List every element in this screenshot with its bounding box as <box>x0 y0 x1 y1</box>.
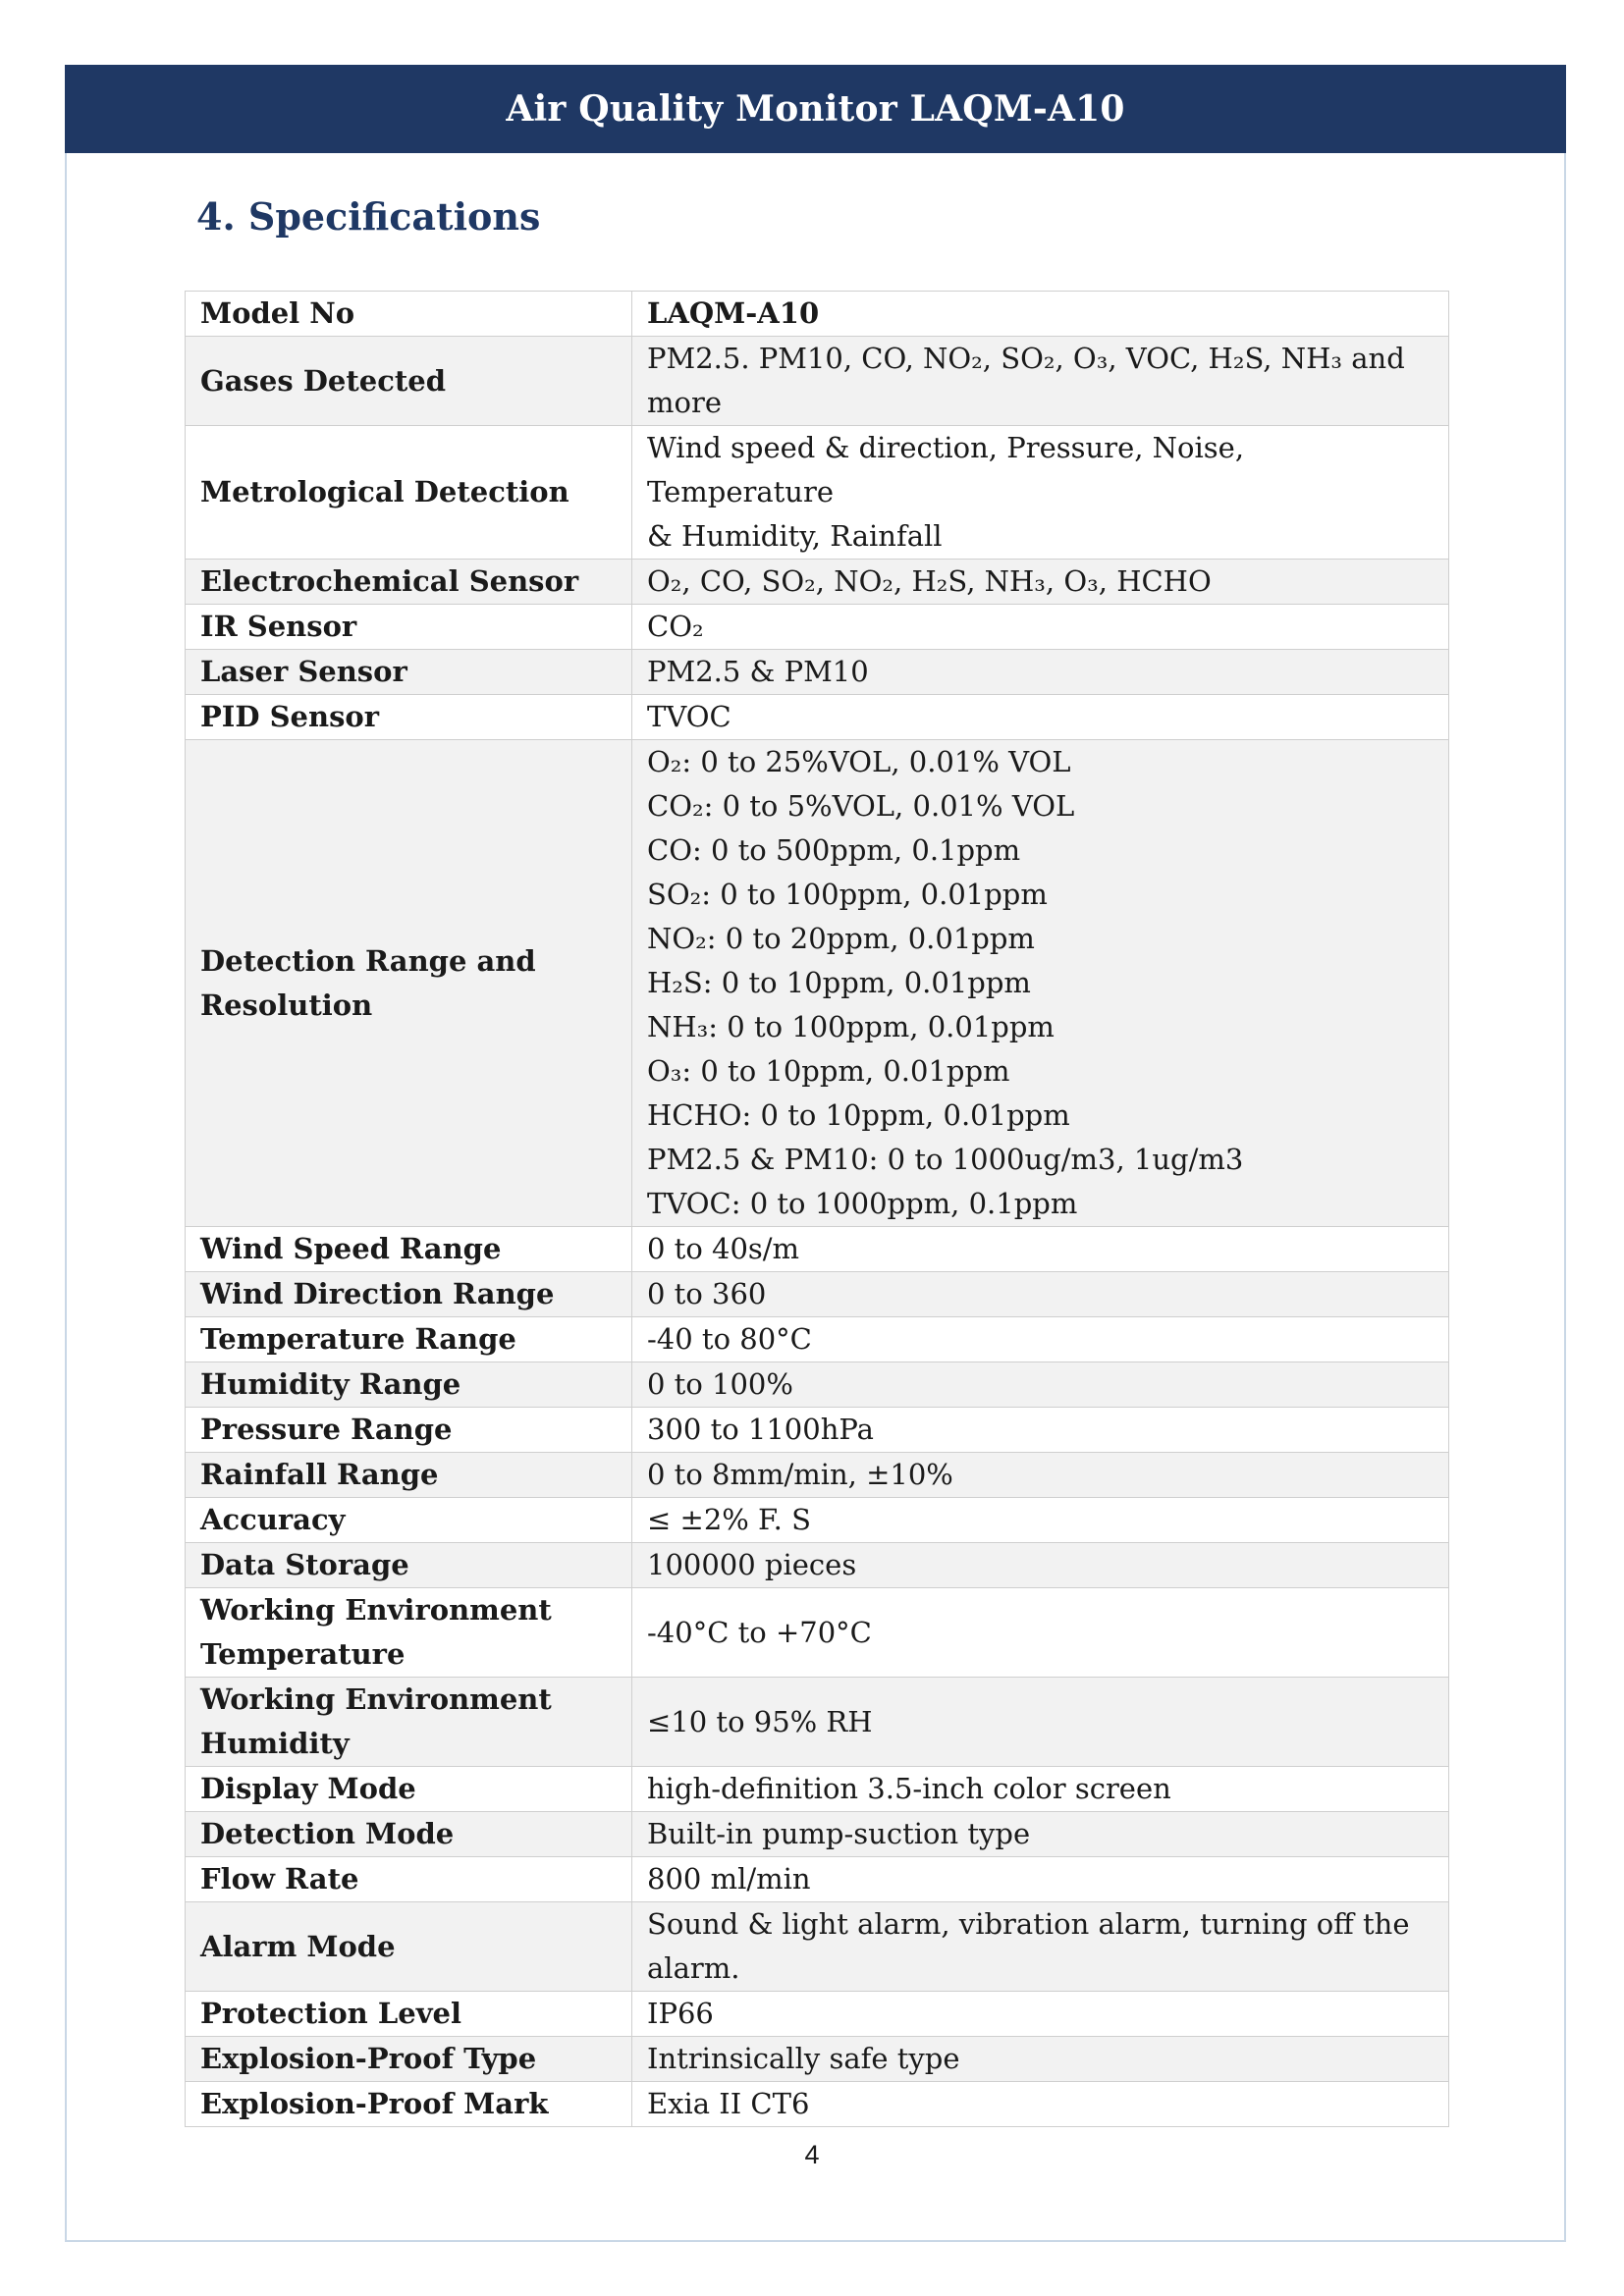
spec-label: Metrological Detection <box>186 426 632 560</box>
spec-row <box>186 1857 1449 1902</box>
spec-label: Gases Detected <box>186 337 632 426</box>
spec-value <box>632 1272 1449 1317</box>
spec-label: Working Environment Humidity <box>186 1678 632 1767</box>
spec-row <box>186 695 1449 740</box>
spec-row <box>186 740 1449 1227</box>
spec-value-line: alarm. <box>647 1951 740 1985</box>
spec-label: Detection Range and Resolution <box>186 740 632 1227</box>
spec-label: Laser Sensor <box>186 650 632 695</box>
spec-value-line: H₂S: 0 to 10ppm, 0.01ppm <box>647 966 1031 999</box>
spec-value <box>632 1857 1449 1902</box>
spec-value-line: & Humidity, Rainfall <box>647 519 943 553</box>
page-number: 4 <box>804 2140 820 2169</box>
spec-value <box>632 1812 1449 1857</box>
spec-label: Explosion-Proof Mark <box>186 2082 632 2127</box>
spec-label: Flow Rate <box>186 1857 632 1902</box>
spec-value-line: CO₂: 0 to 5%VOL, 0.01% VOL <box>647 789 1075 823</box>
spec-label: PID Sensor <box>186 695 632 740</box>
spec-value <box>632 1992 1449 2037</box>
spec-label: IR Sensor <box>186 605 632 650</box>
spec-label: Explosion-Proof Type <box>186 2037 632 2082</box>
spec-value-line: TVOC <box>647 700 731 733</box>
spec-row <box>186 2037 1449 2082</box>
spec-row <box>186 2082 1449 2127</box>
spec-label: Temperature Range <box>186 1317 632 1362</box>
section-title: 4. Specifications <box>196 194 541 239</box>
spec-value-line: Intrinsically safe type <box>647 2042 960 2075</box>
spec-value-line: high-definition 3.5-inch color screen <box>647 1772 1171 1805</box>
spec-value <box>632 1767 1449 1812</box>
spec-value <box>632 1588 1449 1678</box>
spec-label: Working Environment Temperature <box>186 1588 632 1678</box>
spec-value-line: -40°C to +70°C <box>647 1615 872 1649</box>
spec-value-line: 800 ml/min <box>647 1862 811 1896</box>
spec-value <box>632 695 1449 740</box>
spec-value <box>632 2037 1449 2082</box>
spec-value-line: IP66 <box>647 1997 714 2030</box>
spec-row <box>186 1678 1449 1767</box>
spec-value-line: PM2.5. PM10, CO, NO₂, SO₂, O₃, VOC, H₂S, NH₃ and more <box>647 342 1405 419</box>
spec-value-line: O₃: 0 to 10ppm, 0.01ppm <box>647 1054 1010 1088</box>
spec-value <box>632 605 1449 650</box>
spec-value <box>632 1317 1449 1362</box>
spec-label: Electrochemical Sensor <box>186 560 632 605</box>
spec-value <box>632 560 1449 605</box>
spec-value-line: Wind speed & direction, Pressure, Noise, Temperature <box>647 431 1245 508</box>
spec-value-line: PM2.5 & PM10 <box>647 655 869 688</box>
spec-value-line: ≤ ±2% F. S <box>647 1503 811 1536</box>
spec-row <box>186 1317 1449 1362</box>
spec-value <box>632 740 1449 1227</box>
spec-row <box>186 1902 1449 1992</box>
spec-value-line: PM2.5 & PM10: 0 to 1000ug/m3, 1ug/m3 <box>647 1143 1244 1176</box>
specifications-table <box>185 291 1449 2127</box>
spec-label: Wind Speed Range <box>186 1227 632 1272</box>
spec-value <box>632 1543 1449 1588</box>
spec-value-line: 300 to 1100hPa <box>647 1413 874 1446</box>
spec-label: Wind Direction Range <box>186 1272 632 1317</box>
spec-row <box>186 1498 1449 1543</box>
spec-label: Data Storage <box>186 1543 632 1588</box>
spec-label: Rainfall Range <box>186 1453 632 1498</box>
spec-label: Humidity Range <box>186 1362 632 1408</box>
spec-value-line: Sound & light alarm, vibration alarm, turning off the <box>647 1907 1410 1941</box>
spec-row <box>186 1767 1449 1812</box>
spec-value <box>632 426 1449 560</box>
spec-value-line: -40 to 80°C <box>647 1322 812 1356</box>
spec-value <box>632 1902 1449 1992</box>
spec-value-line: 0 to 8mm/min, ±10% <box>647 1458 953 1491</box>
spec-value <box>632 292 1449 337</box>
spec-label: Alarm Mode <box>186 1902 632 1992</box>
spec-row <box>186 560 1449 605</box>
spec-value-line: 100000 pieces <box>647 1548 857 1581</box>
spec-value <box>632 1362 1449 1408</box>
spec-row <box>186 292 1449 337</box>
spec-value-line: SO₂: 0 to 100ppm, 0.01ppm <box>647 878 1048 911</box>
spec-value <box>632 337 1449 426</box>
spec-value-line: 0 to 360 <box>647 1277 767 1310</box>
spec-row <box>186 1453 1449 1498</box>
spec-row <box>186 1992 1449 2037</box>
spec-row <box>186 605 1449 650</box>
spec-value-line: 0 to 40s/m <box>647 1232 800 1265</box>
spec-value <box>632 1453 1449 1498</box>
spec-label: Display Mode <box>186 1767 632 1812</box>
spec-value-line: CO₂ <box>647 610 704 643</box>
spec-value <box>632 1498 1449 1543</box>
spec-row <box>186 1227 1449 1272</box>
spec-value <box>632 2082 1449 2127</box>
spec-value-line: ≤10 to 95% RH <box>647 1704 873 1738</box>
spec-row <box>186 426 1449 560</box>
spec-row <box>186 1362 1449 1408</box>
spec-row <box>186 1543 1449 1588</box>
spec-value-line: HCHO: 0 to 10ppm, 0.01ppm <box>647 1098 1070 1132</box>
document-title: Air Quality Monitor LAQM-A10 <box>506 88 1125 130</box>
spec-value-line: NH₃: 0 to 100ppm, 0.01ppm <box>647 1010 1055 1043</box>
document-header <box>65 65 1566 153</box>
spec-value <box>632 650 1449 695</box>
spec-label: Model No <box>186 292 632 337</box>
spec-label: Pressure Range <box>186 1408 632 1453</box>
spec-value-line: LAQM-A10 <box>647 296 820 330</box>
spec-row <box>186 1812 1449 1857</box>
spec-value-line: TVOC: 0 to 1000ppm, 0.1ppm <box>647 1187 1078 1220</box>
spec-label: Protection Level <box>186 1992 632 2037</box>
specifications-table-body <box>186 292 1449 2127</box>
spec-row <box>186 1408 1449 1453</box>
spec-value-line: Exia II CT6 <box>647 2087 810 2120</box>
spec-value-line: O₂, CO, SO₂, NO₂, H₂S, NH₃, O₃, HCHO <box>647 564 1212 598</box>
spec-value-line: O₂: 0 to 25%VOL, 0.01% VOL <box>647 745 1071 778</box>
spec-label: Accuracy <box>186 1498 632 1543</box>
spec-value <box>632 1678 1449 1767</box>
spec-value-line: NO₂: 0 to 20ppm, 0.01ppm <box>647 922 1035 955</box>
spec-value <box>632 1227 1449 1272</box>
spec-value-line: 0 to 100% <box>647 1367 793 1401</box>
spec-row <box>186 337 1449 426</box>
spec-value-line: CO: 0 to 500ppm, 0.1ppm <box>647 833 1021 867</box>
spec-row <box>186 1272 1449 1317</box>
spec-value <box>632 1408 1449 1453</box>
spec-label: Detection Mode <box>186 1812 632 1857</box>
spec-row <box>186 650 1449 695</box>
spec-row <box>186 1588 1449 1678</box>
spec-value-line: Built-in pump-suction type <box>647 1817 1031 1850</box>
